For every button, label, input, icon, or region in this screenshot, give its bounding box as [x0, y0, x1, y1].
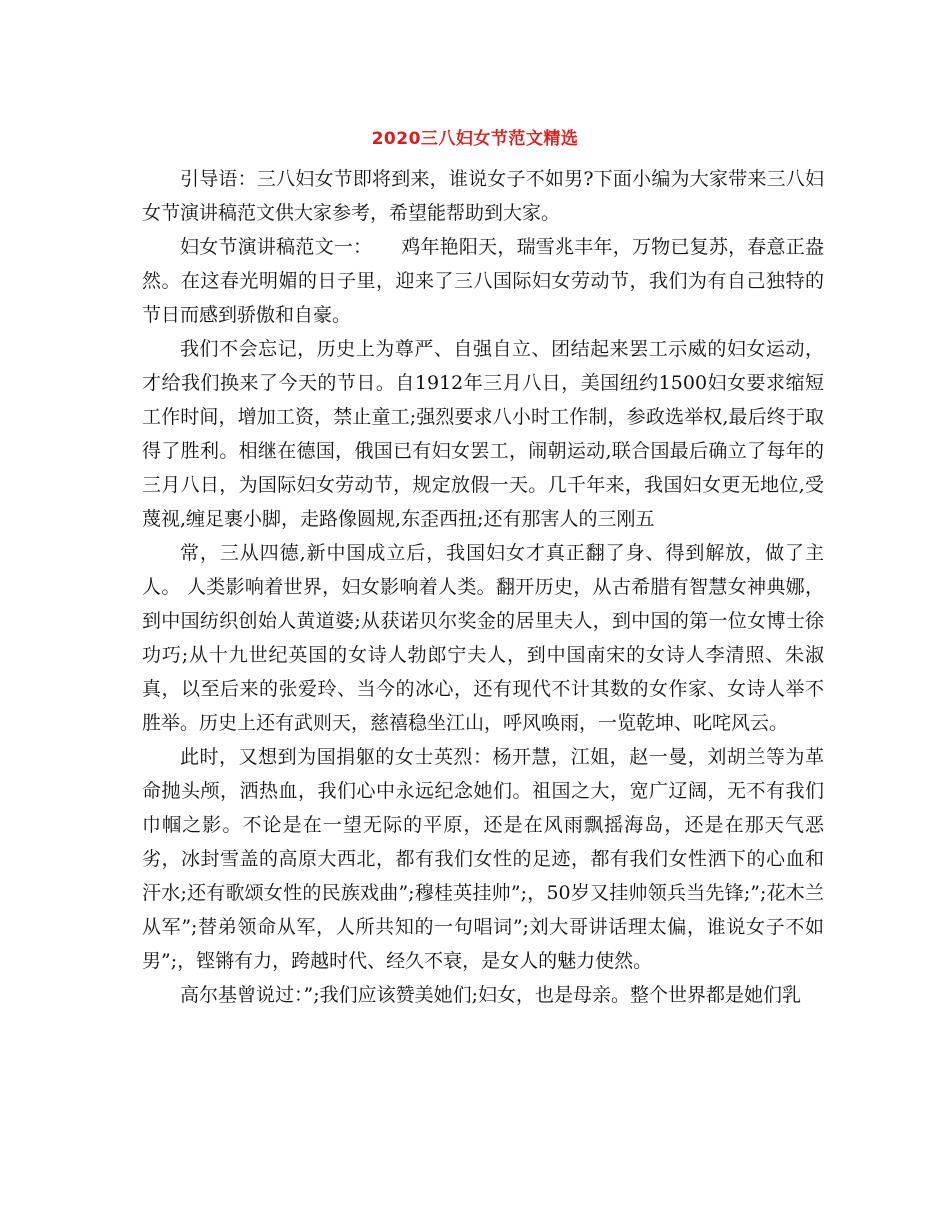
paragraph-heroines: 此时，又想到为国捐躯的女士英烈：杨开慧，江姐，赵一曼，刘胡兰等为革命抛头颅，洒热血，我们心中永远纪念她们。祖国之大，宽广辽阔，无不有我们巾帼之影。不论是在一望无际的平原，还是在风雨飘摇海岛，还是在那天气恶劣，冰封雪盖的高原大西北，都有我们女性的足迹，都有我们女性洒下的心血和汗水;还有歌颂女性的民族戏曲”;穆桂英挂帅”;，50岁又挂帅领兵当先锋;”;花木兰从军”;替弟领命从军，人所共知的一句唱词”;刘大哥讲话理太偏，谁说女子不如男”;，铿锵有力，跨越时代、经久不衰，是女人的魅力使然。 [142, 746, 824, 972]
paragraph-intro: 引导语：三八妇女节即将到来，谁说女子不如男?下面小编为大家带来三八妇女节演讲稿范文供大家参考，希望能帮助到大家。 [142, 168, 824, 224]
paragraph-gorky: 高尔基曾说过：”;我们应该赞美她们;妇女，也是母亲。整个世界都是她们乳 [180, 984, 802, 1006]
document-title: 2020三八妇女节范文精选 [371, 129, 579, 149]
document-body [142, 162, 824, 1012]
paragraph-history: 我们不会忘记，历史上为尊严、自强自立、团结起来罢工示威的妇女运动，才给我们换来了今天的节日。自1912年三月八日，美国纽约1500妇女要求缩短工作时间，增加工资，禁止童工;强烈要求八小时工作制，参政选举权,最后终于取得了胜利。相继在德国，俄国已有妇女罢工，闹朝运动,联合国最后确立了每年的三月八日，为国际妇女劳动节，规定放假一天。几千年来，我国妇女更无地位,受蔑视,缠足裹小脚，走路像圆规,东歪西扭;还有那害人的三刚五 [142, 338, 824, 530]
paragraph-speech-one: 妇女节演讲稿范文一： 鸡年艳阳天，瑞雪兆丰年，万物已复苏，春意正盎然。在这春光明媚的日子里，迎来了三八国际妇女劳动节，我们为有自己独特的节日而感到骄傲和自豪。 [142, 236, 824, 326]
paragraph-influence: 常，三从四德,新中国成立后，我国妇女才真正翻了身、得到解放，做了主人。 人类影响着世界，妇女影响着人类。翻开历史，从古希腊有智慧女神典娜，到中国纺织创始人黄道婆;从获诺贝尔奖金的居里夫人，到中国的第一位女博士徐功巧;从十九世纪英国的女诗人勃郎宁夫人，到中国南宋的女诗人李清照、朱淑真，以至后来的张爱玲、当今的冰心，还有现代不计其数的女作家、女诗人举不胜举。历史上还有武则天，慈禧稳坐江山，呼风唤雨，一览乾坤、叱咤风云。 [142, 542, 824, 734]
